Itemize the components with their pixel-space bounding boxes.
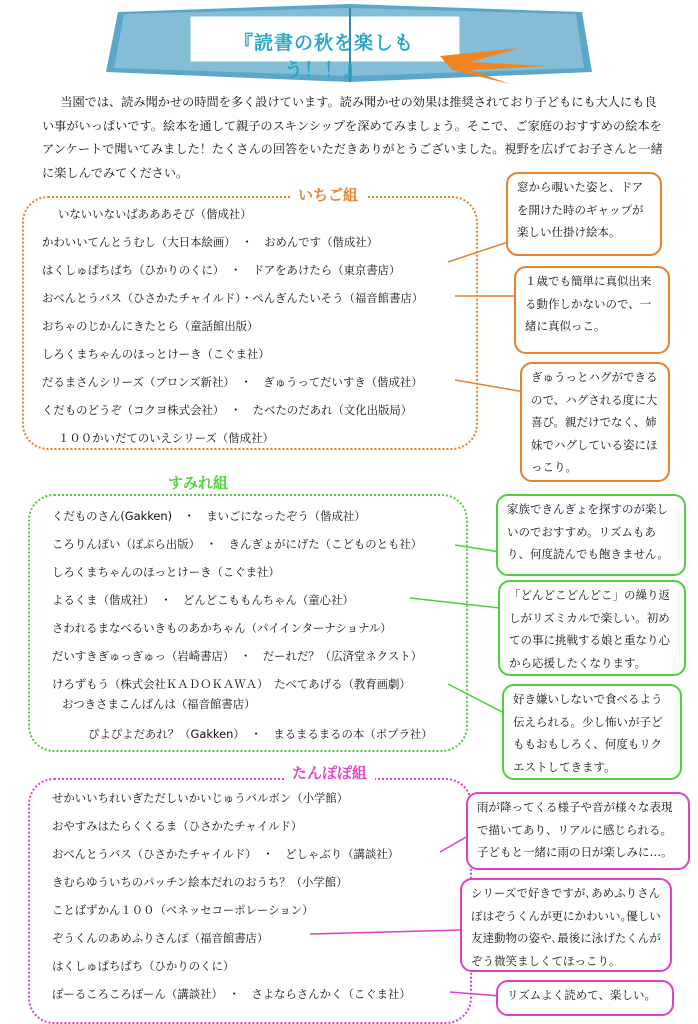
ichigo-book: おべんとうバス（ひさかたチャイルド）・ぺんぎんたいそう（福音館書店） <box>42 291 424 305</box>
tanpopo-comment: 雨が降ってくる様子や音が様々な表現で描いてあり、リアルに感じられる。子どもと一緒に雨の日が楽しみに…。 <box>466 792 690 870</box>
sumire-comment: 好き嫌いしないで食べるよう伝えられる。少し怖いが子どももおもしろく、何度もリクエストしてきます。 <box>502 684 682 780</box>
ichigo-book: くだものどうぞ（コクヨ株式会社） ・ たべたのだあれ（文化出版局） <box>42 403 413 417</box>
sumire-book: よるくま（偕成社） ・ どんどこももんちゃん（童心社） <box>52 593 354 607</box>
ichigo-book: おちゃのじかんにきたとら（童話館出版） <box>42 319 259 333</box>
sumire-book: くだものさん(Gakken) ・ まいごになったぞう（偕成社） <box>52 509 366 523</box>
ichigo-comment: ぎゅうっとハグができるので、ハグされる度に大喜び。親だけでなく、姉妹でハグしている姿にほっこり。 <box>520 362 670 482</box>
tanpopo-book: ぞうくんのあめふりさんぽ（福音館書店） <box>52 931 269 945</box>
ichigo-book: いないいないばあああそび（偕成社） <box>58 207 252 221</box>
ichigo-book: しろくまちゃんのほっとけーき（こぐま社） <box>42 347 270 361</box>
sumire-book: けろずもう（株式会社ＫＡＤＯＫＡＷＡ） たべてあげる（教育画劇） <box>52 677 411 691</box>
sumire-book: しろくまちゃんのほっとけーき（こぐま社） <box>52 565 280 579</box>
sumire-book: ぴよぴよだあれ？（Gakken） ・ まるまるまるの本（ポプラ社） <box>88 727 433 741</box>
sumire-book: ころりんぽい（ぽぷら出版） ・ きんぎょがにげた（こどものとも社） <box>52 537 423 551</box>
sumire-book: だいすきぎゅっぎゅっ（岩崎書店） ・ だーれだ？（広済堂ネクスト） <box>52 649 423 663</box>
tanpopo-book: おべんとうバス（ひさかたチャイルド） ・ どしゃぶり（講談社） <box>52 847 400 861</box>
tanpopo-comment: シリーズで好きですが､あめふりさんぽはぞうくんが更にかわいい｡優しい友達動物の姿や､最後に泳げたくんがぞう微笑ましくてほっこり。 <box>460 878 672 972</box>
page-title: 『読書の秋を楽しもう！！』 <box>233 32 414 81</box>
ichigo-book: だるまさんシリーズ（ブロンズ新社） ・ ぎゅうってだいすき（偕成社） <box>42 375 423 389</box>
ichigo-book: かわいいてんとうむし（大日本絵画） ・ おめんです（偕成社） <box>42 235 379 249</box>
tanpopo-book: きむらゆういちのパッチン絵本だれのおうち？（小学館） <box>52 875 348 889</box>
sumire-title: すみれ組 <box>160 472 236 493</box>
sumire-comment: 家族できんぎょを探すのが楽しいのでおすすめ。リズムもあり、何度読んでも飽きません。 <box>496 494 686 576</box>
ichigo-book: １００かいだてのいえシリーズ（偕成社） <box>58 431 274 445</box>
sumire-comment: 「どんどこどんどこ」の繰り返しがリズミカルで楽しい。初めての事に挑戦する娘と重なり心から応援したくなります。 <box>498 580 686 676</box>
ichigo-book: はくしゅぱちぱち（ひかりのくに） ・ ドアをあけたら（東京書店） <box>42 263 401 277</box>
tanpopo-title: たんぽぽ組 <box>284 762 375 783</box>
ichigo-comment: 窓から覗いた姿と、ドアを開けた時のギャップが楽しい仕掛け絵本。 <box>506 172 662 256</box>
tanpopo-book: せかいいちれいぎただしいかいじゅうバルボン（小学館） <box>52 791 349 805</box>
sumire-book: さわれるまなべるいきものあかちゃん（パイインターナショナル） <box>52 621 392 635</box>
tanpopo-comment: リズムよく読めて、楽しい。 <box>496 980 674 1016</box>
tanpopo-book: おやすみはたらくくるま（ひさかたチャイルド） <box>52 819 303 833</box>
tanpopo-book: ぽーるころころぽーん（講談社） ・ さよならさんかく（こぐま社） <box>52 987 411 1001</box>
intro-text: 当園では、読み聞かせの時間を多く設けています。読み聞かせの効果は推奨されており子どもにも大人にも良い事がいっぱいです。絵本を通して親子のスキンシップを深めてみましょう。そこで、ご家庭のおすすめの絵本をアンケートで聞いてみました！たくさんの回答をいただきありがとうございました。視野を広げてお子さんと一緒に楽しんでみてください。 <box>42 95 663 180</box>
ichigo-title: いちご組 <box>290 184 366 205</box>
tanpopo-book: はくしゅぱちぱち（ひかりのくに） <box>52 959 235 973</box>
ichigo-comment: １歳でも簡単に真似出来る動作しかないので、一緒に真似っこ。 <box>514 266 670 354</box>
tanpopo-book: ことばずかん１００（ベネッセコーポレーション） <box>52 903 314 917</box>
sumire-book: おつきさまこんばんは（福音館書店） <box>62 697 256 711</box>
